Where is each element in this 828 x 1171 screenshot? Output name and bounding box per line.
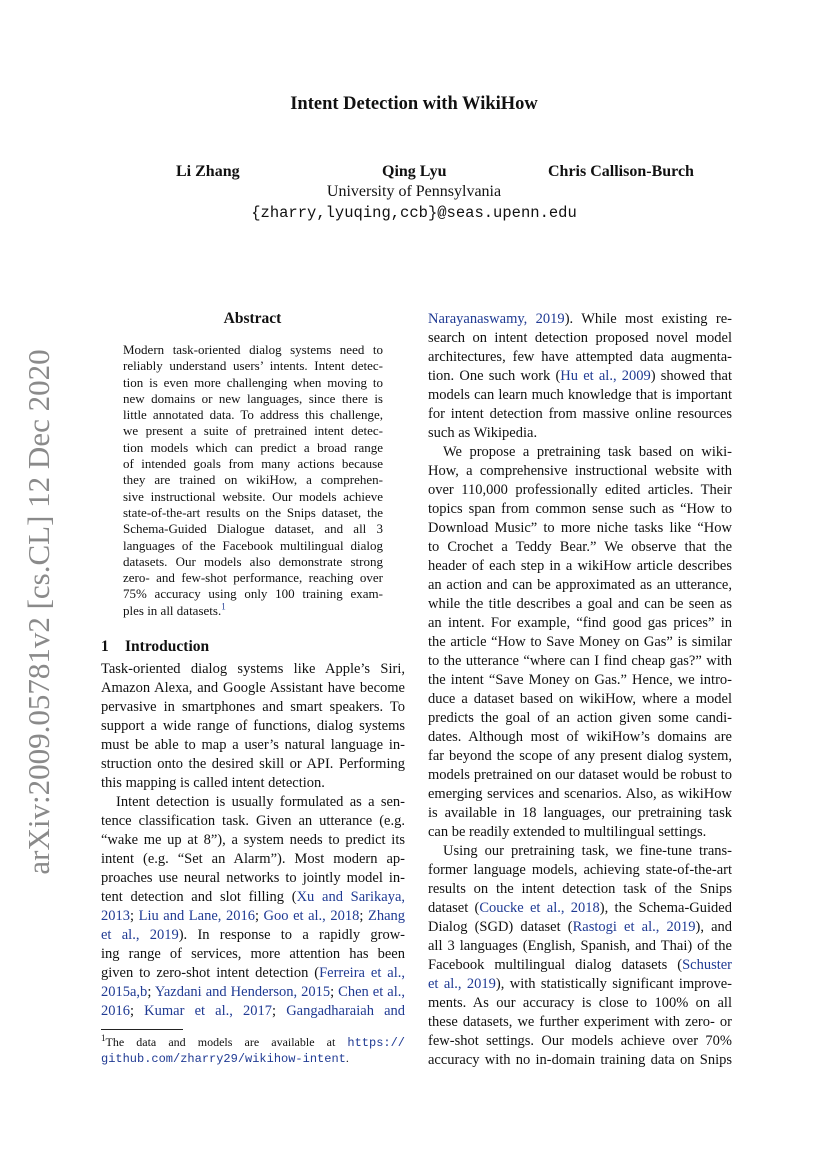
citation-link[interactable]: 2013 bbox=[101, 908, 130, 924]
text: ; bbox=[147, 984, 155, 1000]
text-line: ments. As our accuracy is close to 100% on all bbox=[428, 995, 732, 1011]
text-line: ing range of services, more attention has been bbox=[101, 946, 405, 962]
abstract-heading: Abstract bbox=[223, 310, 282, 327]
footnote-mark-link[interactable]: 1 bbox=[221, 601, 226, 612]
text-line bbox=[101, 926, 405, 945]
text-line: these datasets, we further experiment with zero- or bbox=[428, 1014, 732, 1030]
text-line bbox=[101, 983, 405, 1002]
citation-link[interactable]: 2016 bbox=[101, 1003, 130, 1019]
text-line: predicts the goal of an action given some candi- bbox=[428, 710, 732, 726]
abstract-line: tion is even more challenging when moving to bbox=[123, 374, 383, 390]
text-line bbox=[428, 367, 732, 386]
abstract-line: of intended goals from many actions because bbox=[123, 456, 383, 472]
abstract-line-text: ples in all datasets. bbox=[123, 602, 222, 618]
author-qing-lyu: Qing Lyu bbox=[382, 163, 447, 180]
text: tent detection and slot filling ( bbox=[101, 889, 297, 905]
citation-link[interactable]: Narayanaswamy, 2019 bbox=[428, 311, 565, 327]
abstract-line: zero- and few-shot performance, reaching over bbox=[123, 570, 383, 586]
text: ) showed that bbox=[650, 368, 733, 384]
abstract-line: languages of the Facebook multilingual dialog bbox=[123, 537, 383, 553]
text-line: intent (e.g. “Set an Alarm”). Most modern ap- bbox=[101, 851, 405, 867]
text-line bbox=[428, 975, 732, 994]
citation-link[interactable]: Rastogi et al., 2019 bbox=[572, 919, 696, 935]
intro-left-column bbox=[101, 660, 405, 1021]
author-emails: {zharry,lyuqing,ccb}@seas.upenn.edu bbox=[251, 204, 577, 222]
text-line: duce a dataset based on wikiHow, where a model bbox=[428, 691, 732, 707]
text-line: this mapping is called intent detection. bbox=[101, 775, 325, 791]
arxiv-stamp: arXiv:2009.05781v2 [cs.CL] 12 Dec 2020 bbox=[21, 349, 56, 875]
text-line: models can learn much knowledge that is important bbox=[428, 387, 732, 403]
footnote-text: The data and models are available at bbox=[105, 1035, 348, 1049]
text-line: the article “How to Save Money on Gas” is similar bbox=[428, 634, 732, 650]
text-line: is available in 18 languages, our pretraining task bbox=[428, 805, 732, 821]
text-line: all 3 languages (English, Spanish, and Thai) of the bbox=[428, 938, 732, 954]
text: dataset ( bbox=[428, 900, 480, 916]
text-line: such as Wikipedia. bbox=[428, 425, 538, 441]
text-line: “wake me up at 8”), a system needs to predict its bbox=[101, 832, 405, 848]
abstract-line: new domains or new languages, since there is bbox=[123, 390, 383, 406]
citation-link[interactable]: Kumar et al., 2017 bbox=[144, 1003, 273, 1019]
text-line: must be able to map a user’s natural language in- bbox=[101, 737, 405, 753]
paper-title: Intent Detection with WikiHow bbox=[290, 94, 538, 114]
citation-link[interactable]: Chen et al., bbox=[338, 984, 405, 1000]
abstract-line: reliably understand users’ intents. Intent detec- bbox=[123, 358, 383, 374]
text: tion. One such work ( bbox=[428, 368, 561, 384]
text-line: architectures, few have attempted data augmenta- bbox=[428, 349, 732, 365]
author-chris-callison-burch: Chris Callison-Burch bbox=[548, 163, 694, 180]
text: ; bbox=[272, 1003, 287, 1019]
text-line: to Crochet a Teddy Bear.” We observe that the bbox=[428, 539, 732, 555]
text-line: support a wide range of functions, dialog systems bbox=[101, 718, 405, 734]
text: ; bbox=[359, 908, 368, 924]
text-line: search on intent detection proposed novel model bbox=[428, 330, 732, 346]
footnote bbox=[101, 1035, 405, 1067]
text-line: topics span from common sense such as “How to bbox=[428, 501, 732, 517]
footnote-url-link[interactable]: github.com/zharry29/wikihow-intent bbox=[101, 1052, 346, 1066]
text-line: proaches use neural networks to jointly model in- bbox=[101, 870, 405, 886]
abstract-line: little annotated data. To address this challenge, bbox=[123, 407, 383, 423]
citation-link[interactable]: Goo et al., 2018 bbox=[263, 908, 360, 924]
text-line bbox=[428, 899, 732, 918]
text-line: dates. Although most of wikiHow’s domains are bbox=[428, 729, 732, 745]
footnote-rule bbox=[101, 1029, 183, 1030]
abstract-line: 75% accuracy using only 100 training exam- bbox=[123, 586, 383, 602]
text-line: How, a comprehensive instructional website with bbox=[428, 463, 732, 479]
footnote-number: 1 bbox=[101, 1033, 106, 1043]
text-line: tence classification task. Given an utterance (e.g. bbox=[101, 813, 405, 829]
abstract-line: sive instructional website. Our models achieve bbox=[123, 488, 383, 504]
footnote-text: . bbox=[345, 1051, 349, 1065]
abstract-line: datasets. Our models also demonstrate strong bbox=[123, 553, 383, 569]
citation-link[interactable]: Ferreira et al., bbox=[319, 965, 405, 981]
abstract-line: they are trained on wikiHow, a comprehen- bbox=[123, 472, 383, 488]
text: Facebook multilingual dialog datasets ( bbox=[428, 957, 683, 973]
text-line: results on the intent detection task of the Snips bbox=[428, 881, 732, 897]
author-li-zhang: Li Zhang bbox=[176, 163, 240, 180]
text-line bbox=[101, 888, 405, 907]
citation-link[interactable]: et al., 2019 bbox=[101, 927, 179, 943]
text-line: header of each step in a wikiHow article describes bbox=[428, 558, 732, 574]
abstract-line: tion models which can predict a broad range bbox=[123, 439, 383, 455]
text-line: emerging services and scenarios. Also, as wikiHow bbox=[428, 786, 732, 802]
text: ), the Schema-Guided bbox=[599, 900, 732, 916]
section-title: Introduction bbox=[125, 638, 210, 655]
abstract-line: Schema-Guided Dialogue dataset, and all 3 bbox=[123, 521, 383, 537]
text-line: to the utterance “where can I find cheap gas?” with bbox=[428, 653, 732, 669]
text-line: We propose a pretraining task based on wiki- bbox=[443, 444, 732, 460]
abstract-line: state-of-the-art results on the Snips dataset, the bbox=[123, 504, 383, 520]
text-line: pervasive in smartphones and smart speakers. To bbox=[101, 699, 405, 715]
text-line: far beyond the scope of any present dialog system, bbox=[428, 748, 732, 764]
text: ; bbox=[254, 908, 264, 924]
text-line: an intent. For example, “find good gas prices” in bbox=[428, 615, 732, 631]
text-line: few-shot settings. Our models achieve over 70% bbox=[428, 1033, 732, 1049]
footnote-line bbox=[101, 1051, 405, 1067]
abstract-last-line bbox=[123, 603, 383, 619]
abstract-line: we present a suite of pretrained intent detec- bbox=[123, 423, 383, 439]
citation-link[interactable]: Coucke et al., 2018 bbox=[479, 900, 600, 916]
text-line: the intent “Save Money on Gas.” Hence, we intro- bbox=[428, 672, 732, 688]
citation-link[interactable]: Liu and Lane, 2016 bbox=[138, 908, 255, 924]
text-line bbox=[428, 918, 732, 937]
citation-link[interactable]: Schuster bbox=[682, 957, 732, 973]
text: given to zero-shot intent detection ( bbox=[101, 965, 320, 981]
text-line: Download Music” to more niche tasks like “How bbox=[428, 520, 732, 536]
text: ). In response to a rapidly grow- bbox=[178, 927, 405, 943]
citation-link[interactable]: Zhang bbox=[367, 908, 406, 924]
text-line: can be readily extended to multilingual settings. bbox=[428, 824, 707, 840]
text-line: Task-oriented dialog systems like Apple’s Siri, bbox=[101, 661, 405, 677]
abstract-body bbox=[123, 342, 383, 619]
footnote-url-link[interactable]: https:// bbox=[347, 1036, 405, 1050]
text: ; bbox=[130, 1003, 145, 1019]
text: Dialog (SGD) dataset ( bbox=[428, 919, 573, 935]
citation-link[interactable]: Hu et al., 2009 bbox=[560, 368, 651, 384]
text-line: an action and can be approximated as an utterance, bbox=[428, 577, 732, 593]
citation-link[interactable]: et al., 2019 bbox=[428, 976, 496, 992]
affiliation: University of Pennsylvania bbox=[326, 183, 502, 200]
text-line: models pretrained on our dataset would be robust to bbox=[428, 767, 732, 783]
text-line: struction onto the desired skill or API. Performing bbox=[101, 756, 405, 772]
text-line: while the title describes a goal and can be seen as bbox=[428, 596, 732, 612]
text-line bbox=[428, 956, 732, 975]
citation-link[interactable]: Yazdani and Henderson, 2015 bbox=[154, 984, 331, 1000]
intro-right-column bbox=[428, 310, 732, 1070]
text: ), and bbox=[695, 919, 733, 935]
citation-link[interactable]: Xu and Sarikaya, bbox=[296, 889, 405, 905]
section-number: 1 bbox=[101, 638, 109, 655]
text: ; bbox=[130, 908, 139, 924]
text: ), with statistically significant improve- bbox=[495, 976, 732, 992]
abstract-line: Modern task-oriented dialog systems need to bbox=[123, 342, 383, 357]
text: ; bbox=[330, 984, 339, 1000]
section-heading-introduction bbox=[101, 638, 209, 656]
text-line: Using our pretraining task, we fine-tune trans- bbox=[443, 843, 732, 859]
text-line bbox=[101, 1002, 405, 1021]
text-line: former language models, achieving state-of-the-art bbox=[428, 862, 732, 878]
text-line: Amazon Alexa, and Google Assistant have become bbox=[101, 680, 405, 696]
text-line bbox=[428, 310, 732, 329]
text: ). While most existing re- bbox=[564, 311, 733, 327]
citation-link[interactable]: 2015a,b bbox=[101, 984, 148, 1000]
text-line: over 110,000 professionally edited articles. Their bbox=[428, 482, 732, 498]
text-line: for intent detection from massive online resources bbox=[428, 406, 732, 422]
text-line bbox=[101, 964, 405, 983]
text-line: Intent detection is usually formulated as a sen- bbox=[116, 794, 405, 810]
citation-link[interactable]: Gangadharaiah and bbox=[286, 1003, 406, 1019]
text-line: accuracy with no in-domain training data on Snips bbox=[428, 1052, 732, 1068]
footnote-line bbox=[101, 1035, 405, 1051]
text-line bbox=[101, 907, 405, 926]
